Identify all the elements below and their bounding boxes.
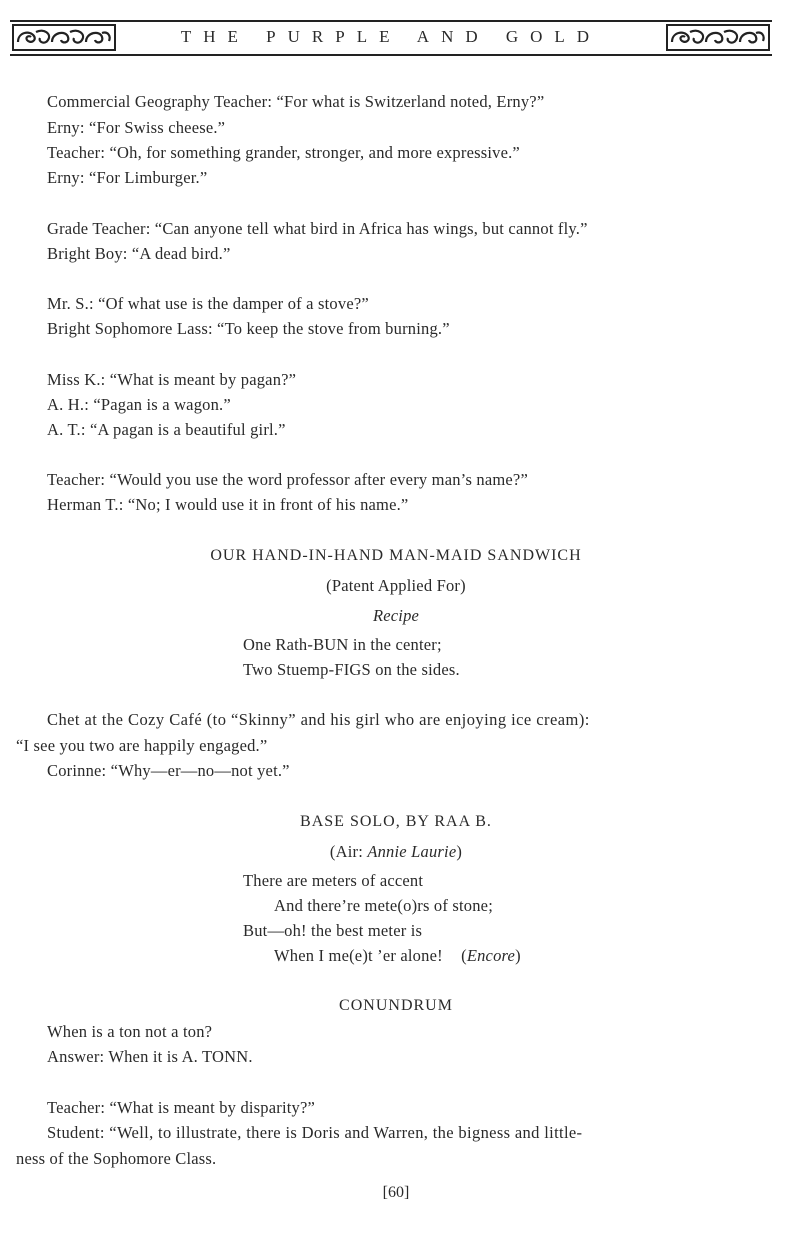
section-heading: CONUNDRUM <box>339 997 453 1014</box>
section-heading: OUR HAND-IN-HAND MAN-MAID SANDWICH <box>210 547 582 564</box>
page-number: [60] <box>382 1184 410 1201</box>
dialogue-line: A. T.: “A pagan is a beautiful girl.” <box>47 420 286 439</box>
dialogue-line: A. H.: “Pagan is a wagon.” <box>47 395 231 414</box>
verse-line: When I me(e)t ’er alone! <box>274 946 443 965</box>
dialogue-line: Erny: “For Limburger.” <box>47 168 208 187</box>
scroll-ornament-icon <box>12 24 116 51</box>
dialogue-line: Teacher: “Would you use the word professor after every man’s name?” <box>47 470 528 489</box>
encore-label: Encore <box>466 946 516 965</box>
recipe-label: Recipe <box>372 606 420 625</box>
section-heading: BASE SOLO, BY RAA B. <box>300 813 492 830</box>
left-scroll-ornament <box>12 24 116 51</box>
dialogue-line: Grade Teacher: “Can anyone tell what bird in Africa has wings, but cannot fly.” <box>47 219 588 238</box>
dialogue-line: Corinne: “Why—er—no—not yet.” <box>47 761 290 780</box>
air-open: (Air: <box>329 842 363 861</box>
dialogue-line: “I see you two are happily engaged.” <box>16 736 268 755</box>
conundrum-question: When is a ton not a ton? <box>47 1022 213 1041</box>
section-subtitle: (Patent Applied For) <box>326 576 466 595</box>
recipe-line: Two Stuemp-FIGS on the sides. <box>243 660 460 679</box>
scroll-ornament-icon <box>666 24 770 51</box>
header-top-rule <box>10 20 772 22</box>
right-scroll-ornament <box>666 24 770 51</box>
air-tune: Annie Laurie <box>367 842 457 861</box>
dialogue-line: Chet at the Cozy Café (to “Skinny” and his girl who are enjoying ice cream): <box>47 710 590 729</box>
dialogue-line: Erny: “For Swiss cheese.” <box>47 118 226 137</box>
header-bottom-rule <box>10 54 772 56</box>
air-close: ) <box>456 842 463 861</box>
recipe-line: One Rath-BUN in the center; <box>243 635 442 654</box>
encore-open: ( <box>461 946 467 965</box>
page-header <box>10 18 772 58</box>
verse-line: But—oh! the best meter is <box>243 921 423 940</box>
conundrum-answer: Answer: When it is A. TONN. <box>47 1047 253 1066</box>
dialogue-line: Miss K.: “What is meant by pagan?” <box>47 370 297 389</box>
verse-line-with-encore <box>274 946 521 966</box>
dialogue-line: Herman T.: “No; I would use it in front of his name.” <box>47 495 409 514</box>
verse-line: And there’re mete(o)rs of stone; <box>274 896 493 915</box>
dialogue-line: Bright Boy: “A dead bird.” <box>47 244 231 263</box>
dialogue-line: Teacher: “What is meant by disparity?” <box>47 1098 316 1117</box>
air-line <box>0 842 792 862</box>
dialogue-line: Teacher: “Oh, for something grander, stronger, and more expressive.” <box>47 143 520 162</box>
dialogue-line: Commercial Geography Teacher: “For what is Switzerland noted, Erny?” <box>47 92 545 111</box>
verse-line: There are meters of accent <box>243 871 424 890</box>
dialogue-line: Mr. S.: “Of what use is the damper of a stove?” <box>47 294 369 313</box>
running-title: THE PURPLE AND GOLD <box>180 27 602 46</box>
dialogue-line: Student: “Well, to illustrate, there is Doris and Warren, the bigness and little- <box>47 1123 583 1142</box>
encore-close: ) <box>515 946 521 965</box>
dialogue-line: Bright Sophomore Lass: “To keep the stove from burning.” <box>47 319 450 338</box>
dialogue-line: ness of the Sophomore Class. <box>16 1149 217 1168</box>
